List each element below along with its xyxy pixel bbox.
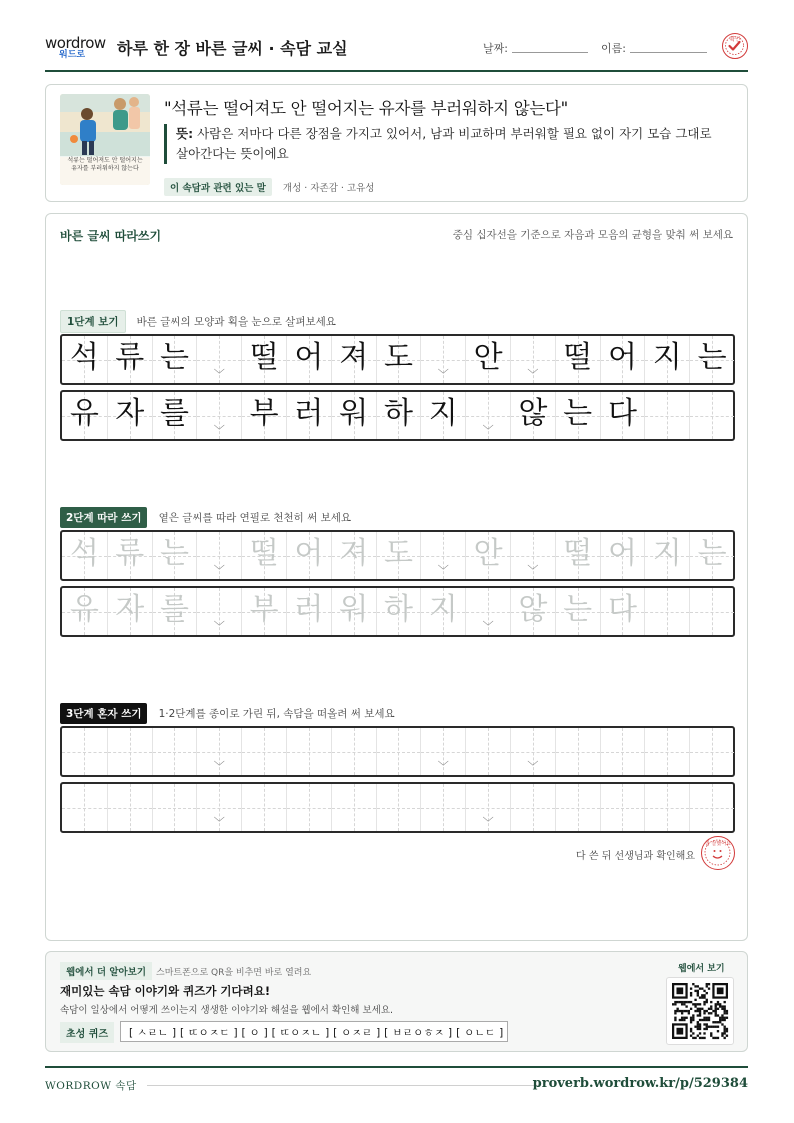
grid-cell (465, 392, 510, 439)
grid-cell[interactable] (62, 728, 107, 775)
grid-cell[interactable] (600, 728, 645, 775)
grid-cell[interactable] (465, 588, 510, 635)
proverb-card (45, 84, 748, 202)
qr-label: 웹에서 보기 (678, 964, 725, 974)
grid-cell (689, 336, 734, 383)
related-words-row (164, 176, 374, 196)
space-mark-icon: ﹀ (213, 424, 225, 437)
model-character: 는 (697, 340, 727, 375)
grid-cell[interactable] (62, 588, 107, 635)
grid-cell[interactable] (331, 588, 376, 635)
grid-cell (196, 392, 241, 439)
grid-cell[interactable] (331, 532, 376, 579)
step2-row-2[interactable] (60, 586, 735, 637)
good-job-stamp-icon (701, 836, 735, 870)
grid-cell[interactable] (376, 728, 421, 775)
grid-cell[interactable] (644, 784, 689, 831)
trace-character: 류 (115, 536, 145, 571)
trace-character: 안 (473, 536, 503, 571)
grid-cell (465, 336, 510, 383)
check-stamp-text: 확인 (729, 37, 741, 43)
step1-desc: 바른 글씨의 모양과 획을 눈으로 살펴보세요 (136, 316, 336, 328)
model-character: 는 (160, 340, 189, 375)
page-title: 하루 한 장 바른 글씨 · 속담 교실 (117, 39, 348, 58)
model-character: 어 (294, 340, 324, 375)
space-mark-icon: ﹀ (213, 816, 225, 829)
grid-cell (241, 392, 286, 439)
model-character: 떨 (563, 340, 593, 375)
model-character: 워 (339, 396, 369, 431)
date-field[interactable] (512, 52, 588, 53)
grid-cell[interactable] (465, 532, 510, 579)
grid-cell[interactable] (107, 728, 152, 775)
grid-cell[interactable] (689, 532, 734, 579)
name-field[interactable] (630, 52, 707, 53)
grid-cell[interactable] (241, 588, 286, 635)
grid-cell[interactable] (420, 784, 465, 831)
grid-cell (644, 336, 689, 383)
grid-cell (510, 392, 555, 439)
space-mark-icon: ﹀ (527, 564, 539, 577)
footer-brand: WORDROW 속담 (45, 1080, 137, 1092)
step3-desc: 1·2단계를 종이로 가린 뒤, 속담을 떠올려 써 보세요 (158, 708, 395, 720)
step3-row-2[interactable] (60, 782, 735, 833)
grid-cell[interactable] (644, 728, 689, 775)
step3-badge: 3단계 혼자 쓰기 (60, 703, 147, 724)
grid-cell[interactable] (600, 784, 645, 831)
proverb-text: "석류는 떨어져도 안 떨어지는 유자를 부러워하지 않는다" (164, 99, 568, 118)
grid-cell[interactable] (196, 728, 241, 775)
model-character: 않 (518, 396, 548, 431)
grid-cell[interactable] (152, 784, 197, 831)
grid-cell[interactable] (555, 728, 600, 775)
model-character: 지 (428, 396, 458, 431)
grid-cell[interactable] (376, 588, 421, 635)
chosung-quiz: [ ㅅㄹㄴ ] [ ㄸㅇㅈㄷ ] [ ㅇ ] [ ㄸㅇㅈㄴ ] [ ㅇㅈㄹ ] [ ㅂㄹㅇㅎㅈ ] [ ㅇㄴㄷ ] (120, 1021, 508, 1042)
trace-character: 지 (428, 592, 458, 627)
illustration-caption: 석류는 떨어져도 안 떨어지는 유자를 부러워하지 않는다 (67, 157, 143, 172)
space-mark-icon: ﹀ (213, 620, 225, 633)
model-character: 러 (294, 396, 324, 431)
trace-character: 지 (652, 536, 682, 571)
grid-cell[interactable] (286, 728, 331, 775)
web-more-box (45, 951, 748, 1052)
trace-character: 를 (160, 592, 189, 627)
date-label: 날짜: (483, 42, 508, 55)
related-words-badge: 이 속담과 관련 있는 말 (164, 178, 272, 196)
grid-cell[interactable] (241, 784, 286, 831)
space-mark-icon: ﹀ (482, 816, 494, 829)
grid-cell (196, 336, 241, 383)
trace-character: 떨 (249, 536, 279, 571)
step2-badge: 2단계 따라 쓰기 (60, 507, 147, 528)
logo-text-top: wordrow (45, 34, 106, 52)
qr-note: 스마트폰으로 QR을 비추면 바로 열려요 (156, 968, 312, 978)
grid-cell[interactable] (286, 784, 331, 831)
practice-title: 바른 글씨 따라쓰기 (60, 229, 162, 243)
model-character: 를 (160, 396, 189, 431)
step2-desc: 옅은 글씨를 따라 연필로 천천히 써 보세요 (158, 512, 352, 524)
grid-cell[interactable] (644, 532, 689, 579)
grid-cell (331, 336, 376, 383)
trace-character: 는 (160, 536, 189, 571)
step3-row-1[interactable] (60, 726, 735, 777)
logo-text-bottom: 워드로 (59, 50, 86, 60)
grid-cell[interactable] (376, 784, 421, 831)
space-mark-icon: ﹀ (527, 368, 539, 381)
meaning-text: 사람은 저마다 다른 장점을 가지고 있어서, 남과 비교하며 부러워할 필요 없이 자기 모습 그대로 살아간다는 뜻이에요 (176, 126, 712, 161)
grid-cell[interactable] (152, 532, 197, 579)
space-mark-icon: ﹀ (437, 760, 449, 773)
grid-cell (555, 336, 600, 383)
trace-character: 져 (339, 536, 369, 571)
trace-character: 자 (115, 592, 145, 627)
model-character: 지 (652, 340, 682, 375)
step2-row-1[interactable] (60, 530, 735, 581)
grid-cell[interactable] (196, 588, 241, 635)
meaning-label: 뜻: (176, 126, 194, 141)
trace-character: 석 (69, 536, 99, 571)
trace-character: 않 (518, 592, 548, 627)
model-character: 떨 (249, 340, 279, 375)
grid-cell[interactable] (420, 728, 465, 775)
page-header (45, 30, 748, 72)
grid-cell (286, 392, 331, 439)
trace-character: 어 (607, 536, 637, 571)
page-footer (45, 1066, 748, 1096)
model-character: 하 (383, 396, 413, 431)
grid-cell (689, 392, 734, 439)
name-label: 이름: (601, 42, 626, 55)
trace-character: 부 (249, 592, 279, 627)
practice-panel (45, 213, 748, 941)
space-mark-icon: ﹀ (213, 564, 225, 577)
trace-character: 유 (69, 592, 99, 627)
trace-character: 하 (383, 592, 413, 627)
model-character: 부 (249, 396, 279, 431)
grid-cell (152, 392, 197, 439)
grid-cell[interactable] (196, 532, 241, 579)
grid-cell (600, 392, 645, 439)
trace-character: 는 (563, 592, 593, 627)
proverb-illustration (60, 94, 150, 185)
qr-code-icon (667, 978, 733, 1044)
grid-cell[interactable] (510, 784, 555, 831)
related-words: 개성 · 자존감 · 고유성 (282, 183, 375, 194)
grid-cell (107, 392, 152, 439)
step2-header (60, 507, 351, 527)
footer-divider (147, 1085, 538, 1086)
grid-cell[interactable] (555, 588, 600, 635)
model-character: 석 (69, 340, 99, 375)
grid-cell (331, 392, 376, 439)
space-mark-icon: ﹀ (213, 368, 225, 381)
grid-cell[interactable] (420, 588, 465, 635)
space-mark-icon: ﹀ (437, 564, 449, 577)
grid-cell (107, 336, 152, 383)
grid-cell[interactable] (510, 588, 555, 635)
grid-cell[interactable] (62, 532, 107, 579)
grid-cell (286, 336, 331, 383)
grid-cell[interactable] (107, 588, 152, 635)
model-character: 는 (563, 396, 593, 431)
model-character: 다 (607, 396, 637, 431)
web-more-title: 재미있는 속담 이야기와 퀴즈가 기다려요! (60, 984, 271, 998)
grid-cell[interactable] (465, 784, 510, 831)
grid-cell[interactable] (286, 588, 331, 635)
grid-cell[interactable] (107, 784, 152, 831)
web-more-desc: 속담이 일상에서 어떻게 쓰이는지 생생한 이야기와 해설을 웹에서 확인해 보세요. (60, 1005, 394, 1016)
grid-cell (644, 392, 689, 439)
grid-cell[interactable] (689, 588, 734, 635)
grid-cell[interactable] (241, 728, 286, 775)
step1-row-1 (60, 334, 735, 385)
step1-badge: 1단계 보기 (60, 310, 126, 333)
wordrow-logo[interactable] (45, 34, 107, 60)
trace-character: 는 (697, 536, 727, 571)
space-mark-icon: ﹀ (482, 620, 494, 633)
chosung-quiz-label: 초성 퀴즈 (60, 1022, 114, 1043)
grid-cell[interactable] (510, 532, 555, 579)
trace-character: 다 (607, 592, 637, 627)
model-character: 도 (383, 340, 413, 375)
grid-cell (376, 392, 421, 439)
grid-cell[interactable] (465, 728, 510, 775)
trace-character: 러 (294, 592, 324, 627)
step1-row-2 (60, 390, 735, 441)
grid-cell (376, 336, 421, 383)
space-mark-icon: ﹀ (213, 760, 225, 773)
teacher-check-text: 다 쓴 뒤 선생님과 확인해요 (576, 851, 695, 862)
good-job-stamp-text: 참 잘했어요 (705, 841, 731, 847)
model-character: 져 (339, 340, 369, 375)
step1-header (60, 310, 336, 330)
model-character: 유 (69, 396, 99, 431)
grid-cell[interactable] (62, 784, 107, 831)
grid-cell (420, 336, 465, 383)
grid-cell[interactable] (152, 588, 197, 635)
grid-cell[interactable] (600, 588, 645, 635)
grid-cell[interactable] (510, 728, 555, 775)
model-character: 안 (473, 340, 503, 375)
grid-cell[interactable] (331, 728, 376, 775)
grid-cell[interactable] (376, 532, 421, 579)
trace-character: 떨 (563, 536, 593, 571)
step3-header (60, 703, 395, 723)
grid-cell[interactable] (644, 588, 689, 635)
grid-cell[interactable] (196, 784, 241, 831)
practice-hint: 중심 십자선을 기준으로 자음과 모음의 균형을 맞춰 써 보세요 (452, 229, 733, 241)
grid-cell (152, 336, 197, 383)
grid-cell[interactable] (286, 532, 331, 579)
grid-cell[interactable] (555, 784, 600, 831)
grid-cell[interactable] (241, 532, 286, 579)
grid-cell (510, 336, 555, 383)
trace-character: 워 (339, 592, 369, 627)
trace-character: 도 (383, 536, 413, 571)
model-character: 어 (607, 340, 637, 375)
grid-cell[interactable] (107, 532, 152, 579)
grid-cell (420, 392, 465, 439)
grid-cell (62, 336, 107, 383)
grid-cell (555, 392, 600, 439)
grid-cell (241, 336, 286, 383)
grid-cell[interactable] (420, 532, 465, 579)
grid-cell[interactable] (555, 532, 600, 579)
space-mark-icon: ﹀ (482, 424, 494, 437)
trace-character: 어 (294, 536, 324, 571)
check-stamp-icon (722, 33, 748, 59)
proverb-meaning (164, 124, 724, 164)
grid-cell[interactable] (331, 784, 376, 831)
grid-cell[interactable] (689, 784, 734, 831)
grid-cell (62, 392, 107, 439)
footer-url[interactable]: proverb.wordrow.kr/p/529384 (532, 1076, 748, 1091)
grid-cell (600, 336, 645, 383)
space-mark-icon: ﹀ (437, 368, 449, 381)
grid-cell[interactable] (600, 532, 645, 579)
web-more-badge: 웹에서 더 알아보기 (60, 962, 152, 980)
model-character: 자 (115, 396, 145, 431)
qr-code[interactable] (666, 977, 734, 1045)
model-character: 류 (115, 340, 145, 375)
grid-cell[interactable] (689, 728, 734, 775)
grid-cell[interactable] (152, 728, 197, 775)
space-mark-icon: ﹀ (527, 760, 539, 773)
